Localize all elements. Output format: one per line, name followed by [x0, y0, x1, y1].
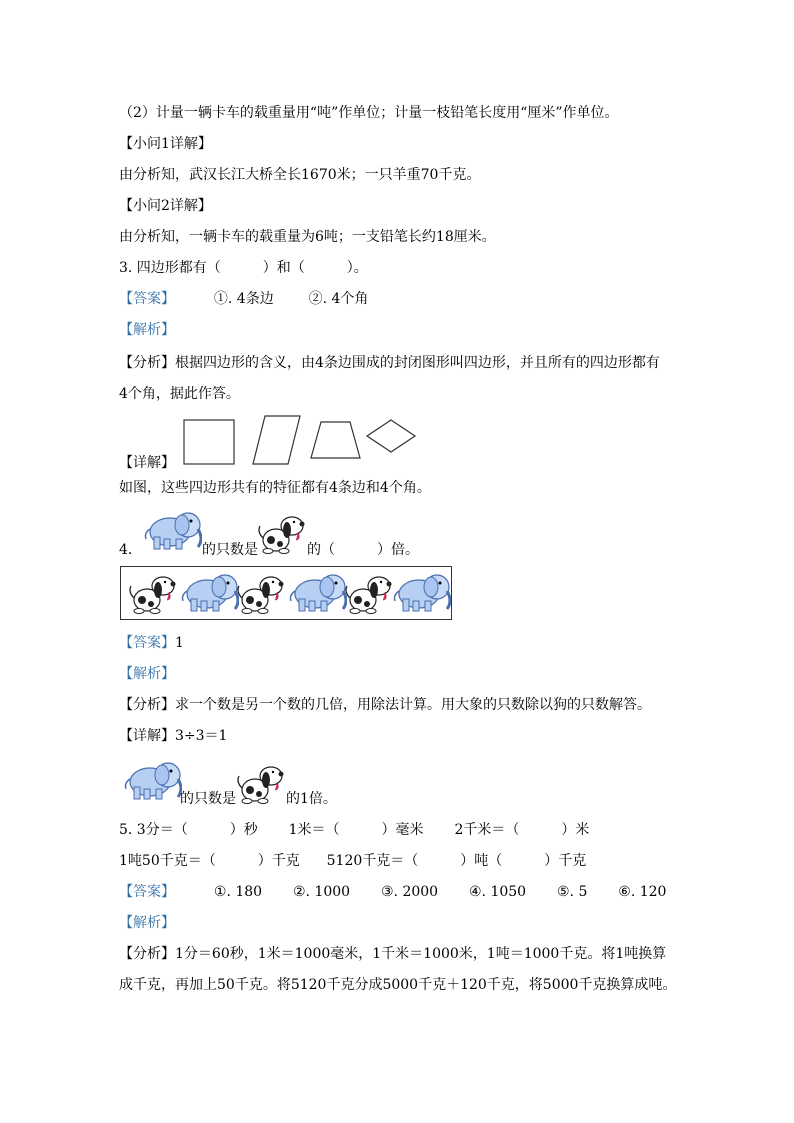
section-heading: 【小问2详解】	[119, 198, 212, 214]
question-5-item: 1米＝（ ）毫米	[288, 822, 424, 838]
answer-item: ⑤. 5	[557, 884, 588, 900]
question-4-text: 的（ ）倍。	[307, 542, 419, 558]
answer-tag: 【答案】	[119, 884, 175, 900]
elephant-icon	[120, 757, 182, 803]
elephant-icon	[140, 507, 202, 553]
answer-item: ②. 1000	[293, 884, 351, 900]
answer-item: ③. 2000	[381, 884, 439, 900]
text-line: 由分析知，武汉长江大桥全长1670米；一只羊重70千克。	[119, 167, 481, 183]
text-line: 【分析】1分＝60秒，1米＝1000毫米，1千米＝1000米，1吨＝1000千克。将1吨换算	[119, 946, 667, 962]
analysis-tag: 【解析】	[119, 666, 175, 682]
answer-tag: 【答案】	[119, 635, 175, 651]
question-5-row	[119, 820, 589, 840]
dog-icon	[343, 570, 395, 616]
square-icon	[184, 420, 234, 464]
question-5-item: 1吨50千克＝（ ）千克	[119, 853, 300, 869]
answer-row-4	[119, 633, 184, 653]
text-line: 的1倍。	[286, 791, 337, 807]
question-4-num: 4.	[119, 542, 133, 558]
answer-row-3	[119, 289, 368, 309]
text-line: 的只数是	[180, 791, 236, 807]
text-line: 如图，这些四边形共有的特征都有4条边和4个角。	[119, 480, 431, 496]
text-line: 由分析知，一辆卡车的载重量为6吨；一支铅笔长约18厘米。	[119, 229, 496, 245]
elephant-icon	[177, 569, 239, 615]
text-line: 【详解】3÷3＝1	[119, 728, 228, 744]
quadrilateral-figures	[183, 414, 419, 466]
elephant-icon	[285, 569, 347, 615]
answer-item: ①. 4条边	[213, 291, 274, 307]
answer-item: ①. 180	[213, 884, 263, 900]
question-5-item: 2千米＝（ ）米	[454, 822, 590, 838]
answer-item: 1	[175, 635, 184, 651]
dog-icon	[235, 570, 287, 616]
trapezoid-icon	[311, 422, 360, 458]
dog-icon	[256, 510, 308, 556]
analysis-tag: 【解析】	[119, 322, 175, 338]
elephant-icon	[389, 569, 451, 615]
question-5-item: 5. 3分＝（ ）秒	[119, 822, 258, 838]
text-line: 成千克，再加上50千克。将5120千克分成5000千克＋120千克，将5000千克换算成吨。	[119, 977, 677, 993]
question-5-item: 5120千克＝（ ）吨（ ）千克	[326, 853, 587, 869]
text-line: （2）计量一辆卡车的载重量用“吨”作单位；计量一枝铅笔长度用“厘米”作单位。	[119, 105, 619, 121]
answer-item: ④. 1050	[469, 884, 527, 900]
text-line: 【分析】根据四边形的含义，由4条边围成的封闭图形叫四边形，并且所有的四边形都有	[119, 355, 660, 371]
dog-icon	[235, 760, 287, 806]
question-3: 3. 四边形都有（ ）和（ ）。	[119, 260, 368, 276]
question-4-text: 的只数是	[202, 542, 258, 558]
animal-row-box	[120, 566, 452, 620]
section-heading: 【小问1详解】	[119, 136, 212, 152]
answer-item: ②. 4个角	[308, 291, 369, 307]
answer-tag: 【答案】	[119, 291, 175, 307]
answer-item: ⑥. 120	[618, 884, 667, 900]
question-5-row	[119, 851, 586, 871]
section-heading: 【详解】	[119, 455, 175, 471]
rhombus-icon	[367, 420, 415, 452]
text-line: 4个角，据此作答。	[119, 386, 240, 402]
dog-icon	[127, 570, 179, 616]
parallelogram-icon	[253, 416, 300, 464]
answer-row-5	[119, 882, 666, 902]
text-line: 【分析】求一个数是另一个数的几倍，用除法计算。用大象的只数除以狗的只数解答。	[119, 697, 651, 713]
analysis-tag: 【解析】	[119, 915, 175, 931]
